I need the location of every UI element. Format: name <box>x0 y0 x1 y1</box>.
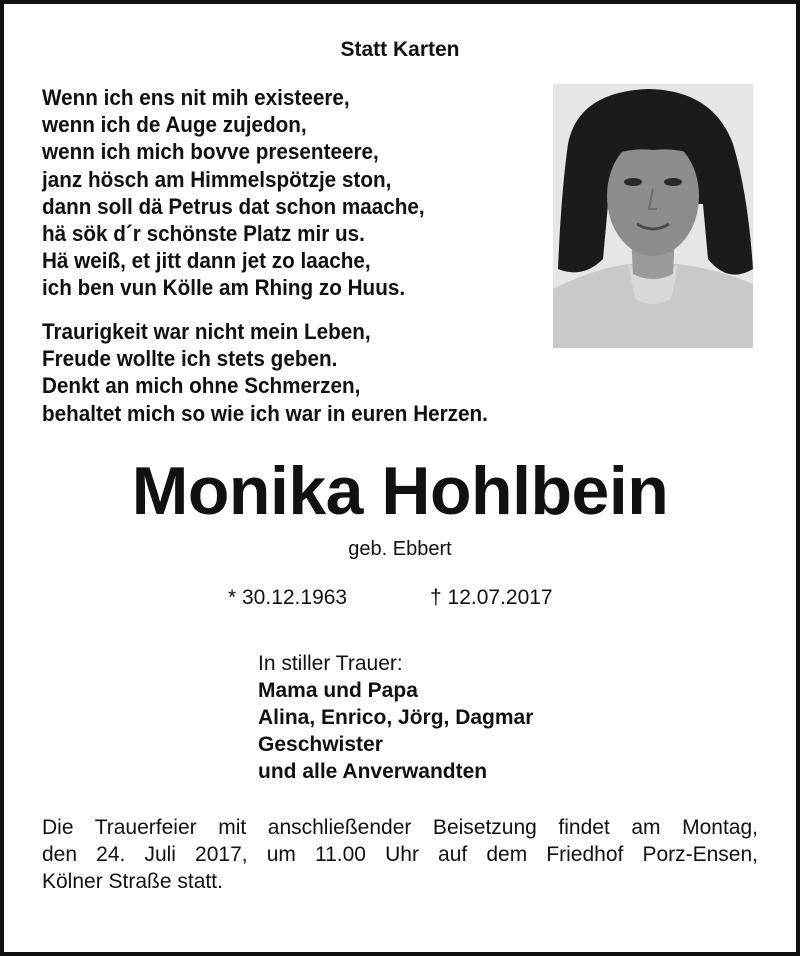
poem-line: dann soll dä Petrus dat schon maache, <box>42 193 425 219</box>
poem-line: Wenn ich ens nit mih existeere, <box>42 85 350 110</box>
mourners-block <box>258 650 533 785</box>
portrait-photo <box>553 84 753 348</box>
mourner-name: und alle Anverwandten <box>258 760 488 783</box>
mourner-name: Geschwister <box>258 733 383 756</box>
poem-stanza-1 <box>42 84 425 302</box>
mourners-intro: In stiller Trauer: <box>258 652 403 675</box>
death-date: † 12.07.2017 <box>430 586 553 609</box>
funeral-notice <box>42 814 758 895</box>
poem-line: janz hösch am Himmelspötzje ston, <box>42 166 392 192</box>
poem-line: Hä weiß, et jitt dann jet zo laache, <box>42 248 371 274</box>
poem-line: Denkt an mich ohne Schmerzen, <box>42 373 361 399</box>
poem-line: behaltet mich so wie ich war in euren Herzen. <box>42 400 488 426</box>
poem-line: wenn ich de Auge zujedon, <box>42 112 307 138</box>
notice-line: Die Trauerfeier mit anschließender Beisetzung findet am Montag, <box>42 816 758 839</box>
poem-line: wenn ich mich bovve presenteere, <box>42 139 379 165</box>
mourner-name: Mama und Papa <box>258 679 418 702</box>
notice-line: den 24. Juli 2017, um 11.00 Uhr auf dem Friedhof Porz-Ensen, <box>42 843 758 866</box>
notice-line: Kölner Straße statt. <box>42 870 223 893</box>
poem-line: ich ben vun Kölle am Rhing zo Huus. <box>42 275 406 301</box>
poem-line: hä sök d´r schönste Platz mir us. <box>42 220 365 246</box>
heading-statt-karten: Statt Karten <box>340 38 460 61</box>
maiden-name: geb. Ebbert <box>348 538 452 560</box>
poem-line: Freude wollte ich stets geben. <box>42 346 338 372</box>
mourner-name: Alina, Enrico, Jörg, Dagmar <box>258 706 534 729</box>
deceased-name: Monika Hohlbein <box>131 453 669 529</box>
birth-date: * 30.12.1963 <box>228 586 348 609</box>
poem-stanza-2 <box>42 318 488 427</box>
poem-line: Traurigkeit war nicht mein Leben, <box>42 319 371 344</box>
